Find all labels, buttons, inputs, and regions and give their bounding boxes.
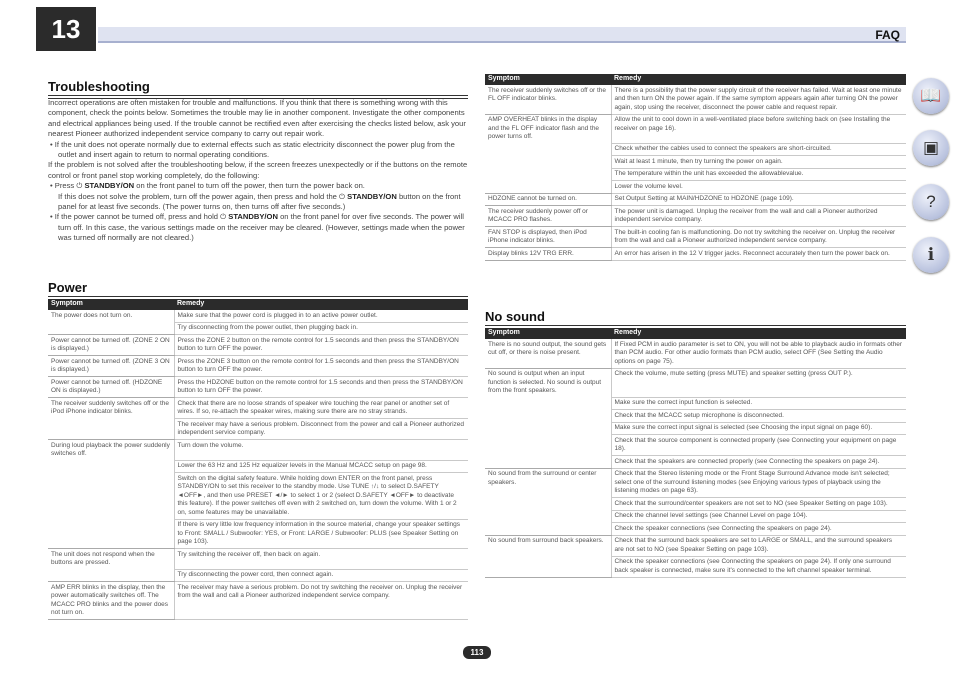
table-row [485, 85, 906, 114]
table-row [485, 156, 906, 169]
remedy-cell: Check that there are no loose strands of speaker wire touching the rear panel or another set of wires. If so, re-attach the speaker wires, making sure there are no stray strands. [174, 398, 468, 419]
table-row [485, 556, 906, 577]
no-sound-table [485, 328, 906, 578]
table-row [485, 206, 906, 227]
symptom-cell [48, 460, 174, 473]
symptom-cell [485, 498, 611, 511]
bullet-text-d: on the front panel for over five seconds. The power will turn off. In this case, the various settings made on the receiver may be cleared. (However, settings made when the power was turned off normally are not cleared.) [58, 212, 465, 243]
table-row [485, 114, 906, 143]
remedy-cell: Check that the source component is connected properly (see Connecting your equipment on page 18). [611, 435, 906, 456]
remedy-cell: Check that the speakers are connected properly (see Connecting the speakers on page 24). [611, 456, 906, 469]
page-number: 113 [463, 646, 491, 659]
remedy-cell: The temperature within the unit has exceeded the allowablevalue. [611, 168, 906, 181]
remedy-cell: Set Output Setting at MAIN/HDZONE to HDZONE (page 109). [611, 193, 906, 206]
table-row [485, 397, 906, 410]
remedy-cell: Press the ZONE 2 button on the remote control for 1.5 seconds and then press the STANDBY/ON button to turn OFF the power. [174, 335, 468, 356]
symptom-cell [48, 473, 174, 520]
remedy-header: Remedy [611, 74, 906, 85]
section-header-bar [98, 27, 906, 43]
table-row [48, 356, 468, 377]
remedy-cell: Check that the Stereo listening mode or the Front Stage Surround Advance mode isn't selected; select one of the surround listening modes (see Enjoying various types of playback using the listening modes on page 63). [611, 468, 906, 498]
device-icon[interactable]: ▣ [913, 130, 949, 166]
remedy-cell: The receiver may have a serious problem. Disconnect from the power and call a Pioneer authorized independent service company. [174, 419, 468, 440]
power-icon: ⏻ [76, 181, 83, 191]
troubleshooting-heading: Troubleshooting [48, 79, 468, 96]
section-label: FAQ [875, 28, 900, 42]
symptom-cell: FAN STOP is displayed, then iPod iPhone indicator blinks. [485, 227, 611, 248]
symptom-cell [485, 181, 611, 194]
table-row [485, 227, 906, 248]
bullet-cannot-off: • If the power cannot be turned off, press and hold ⏻ STANDBY/ON on the front panel for over five seconds. The power will turn off. In this case, the various settings made on the receiver may be cleared. (However, settings made when the power was turned off normally are not cleared.) [50, 212, 465, 243]
table-row [485, 435, 906, 456]
symptom-cell: The power does not turn on. [51, 311, 133, 319]
power-table-continued [485, 74, 906, 261]
symptom-cell [485, 435, 611, 456]
remedy-cell: Check that the surround/center speakers are not set to NO (see Speaker Setting on page 103). [611, 498, 906, 511]
table-row [48, 335, 468, 356]
table-row [485, 498, 906, 511]
symptom-cell: Power cannot be turned off. (HDZONE ON is displayed.) [48, 377, 174, 398]
symptom-cell [485, 168, 611, 181]
remedy-header: Remedy [174, 299, 468, 310]
symptom-cell [48, 419, 174, 440]
table-row [48, 519, 468, 549]
symptom-cell: No sound from surround back speakers. [488, 537, 604, 544]
table-row [485, 410, 906, 423]
remedy-cell: Check that the surround back speakers are set to LARGE or SMALL, and the surround speakers are not set to NO (see Speaker Setting on page 103). [611, 535, 906, 556]
table-row [48, 440, 468, 461]
remedy-header: Remedy [611, 328, 906, 339]
table-row [485, 510, 906, 523]
symptom-cell: No sound is output when an input function is selected. No sound is output from the front speakers. [488, 370, 602, 394]
remedy-cell: The receiver may have a serious problem. Do not try switching the receiver on. Unplug the receiver from the wall and call a Pioneer authorized independent service company. [174, 582, 468, 620]
symptom-cell: The receiver suddenly switches off or the FL OFF indicator blinks. [485, 85, 611, 114]
remedy-cell: Check that the MCACC setup microphone is disconnected. [611, 410, 906, 423]
standby-label: STANDBY/ON [347, 191, 397, 201]
remedy-cell: Wait at least 1 minute, then try turning the power on again. [611, 156, 906, 169]
table-row [48, 473, 468, 520]
troubleshooting-body [48, 98, 468, 244]
remedy-cell: Lower the volume level. [611, 181, 906, 194]
symptom-cell: The receiver suddenly power off or MCACC PRO flashes. [485, 206, 611, 227]
symptom-cell [485, 397, 611, 410]
remedy-cell: Check the volume, mute setting (press MUTE) and speaker setting (press OUT P.). [611, 368, 906, 397]
faq-icon[interactable]: ? [913, 184, 949, 220]
standby-label: STANDBY/ON [228, 212, 278, 222]
symptom-cell: No sound from the surround or center speakers. [488, 470, 597, 486]
table-row [485, 468, 906, 498]
symptom-cell [485, 156, 611, 169]
remedy-cell: Lower the 63 Hz and 125 Hz equalizer levels in the Manual MCACC setup on page 98. [174, 460, 468, 473]
table-row [485, 193, 906, 206]
remedy-cell: Press the HDZONE button on the remote control for 1.5 seconds and then press the STANDBY/ON button to turn OFF the power. [174, 377, 468, 398]
table-row [48, 569, 468, 582]
hold-text-a: If this does not solve the problem, turn off the power again, then press and hold the [58, 191, 337, 201]
symptom-cell [485, 510, 611, 523]
table-row [48, 549, 468, 570]
hold-text-b: button on the front panel for at least five seconds. (The power turns on, then turns off after five seconds.) [58, 191, 461, 212]
symptom-cell: AMP OVERHEAT blinks in the display and the FL OFF indicator flash and the power turns off. [488, 116, 600, 140]
remedy-cell: There is a possibility that the power supply circuit of the receiver has failed. Wait at least one minute and then turn ON the power again. If the same symptom appears again after turning ON the power again, stop using the receiver, disconnect the power cable and request repair. [611, 85, 906, 114]
remedy-cell: Check the speaker connections (see Connecting the speakers on page 24). If only one surround back speaker is connected, make sure it's connected to the left channel speaker terminal. [611, 556, 906, 577]
remedy-cell: Check whether the cables used to connect the speakers are short-circuited. [611, 143, 906, 156]
bullet-text-a: Press [54, 181, 75, 191]
table-row [48, 398, 468, 419]
intro-paragraph: Incorrect operations are often mistaken for trouble and malfunctions. If you think that there is something wrong with this component, check the points below. Sometimes the trouble may lie in another component. Investigate the other components and electrical appliances being used. If the trouble cannot be rectified even after exercising the checks listed below, ask your nearest Pioneer authorized independent service company to carry out repair work. [48, 98, 466, 139]
remedy-cell: If Fixed PCM in audio parameter is set to ON, you will not be able to playback audio in formats other than PCM audio. For other audio formats than PCM audio, select OFF (See Setting the Audio options on page 75). [611, 339, 906, 368]
symptom-header: Symptom [48, 299, 174, 310]
remedy-cell: The power unit is damaged. Unplug the receiver from the wall and call a Pioneer authorized independent service company. [611, 206, 906, 227]
chapter-number: 13 [36, 7, 96, 51]
remedy-cell: Turn down the volume. [174, 440, 468, 461]
table-row [485, 168, 906, 181]
power-icon: ⏻ [220, 212, 227, 222]
symptom-header: Symptom [485, 328, 611, 339]
symptom-cell: There is no sound output, the sound gets cut off, or there is noise present. [485, 339, 611, 368]
table-row [48, 419, 468, 440]
symptom-cell [48, 519, 174, 549]
no-sound-heading: No sound [485, 309, 906, 326]
symptom-cell [485, 523, 611, 536]
table-row [48, 582, 468, 620]
paragraph-freeze: If the problem is not solved after the troubleshooting below, if the screen freezes unexpectedly or if the buttons on the remote control or front panel stop working completely, do the following: [48, 160, 468, 180]
remedy-cell: Check the speaker connections (see Connecting the speakers on page 24). [611, 523, 906, 536]
remedy-cell: Try switching the receiver off, then back on again. [174, 549, 468, 570]
symptom-cell: HDZONE cannot be turned on. [485, 193, 611, 206]
remedy-cell: Switch on the digital safety feature. While holding down ENTER on the front panel, press STANDBY/ON to set this receiver to the standby mode. Use TUNE ↑/↓ to select D.SAFETY ◄OFF►, and then use PRESET ◄/► to select 1 or 2 (select D.SAFETY ◄OFF► to deactivate this feature). If the power switches off even with 2 switched on, turn down the volume. With 1 or 2 on, some features may be unavailable. [174, 473, 468, 520]
symptom-cell [485, 556, 611, 577]
remedy-cell: Try disconnecting the power cord, then connect again. [174, 569, 468, 582]
table-row [48, 322, 468, 335]
symptom-cell [485, 143, 611, 156]
bullet-text-b: on the front panel to turn off the power, then turn the power back on. [136, 181, 365, 191]
symptom-cell [485, 456, 611, 469]
table-row [48, 310, 468, 322]
symptom-cell: Power cannot be turned off. (ZONE 3 ON is displayed.) [48, 356, 174, 377]
table-row [485, 368, 906, 397]
bullet-static-text: If the unit does not operate normally due to external effects such as static electricity disconnect the power plug from the outlet and insert again to return to normal operating conditions. [54, 139, 455, 160]
remedy-cell: Press the ZONE 3 button on the remote control for 1.5 seconds and then press the STANDBY/ON button to turn OFF the power. [174, 356, 468, 377]
remedy-cell: An error has arisen in the 12 V trigger jacks. Reconnect accurately then turn the power back on. [611, 248, 906, 261]
power-table [48, 299, 468, 620]
table-row [48, 377, 468, 398]
remedy-cell: If there is very little low frequency information in the source material, change your speaker settings to Front: SMALL / Subwoofer: YES, or Front: LARGE / Subwoofer: PLUS (see Speaker Setting on page 103). [174, 519, 468, 549]
remedy-cell: Make sure the correct input signal is selected (see Choosing the input signal on page 60). [611, 422, 906, 435]
bullet-static: • If the unit does not operate normally due to external effects such as static electricity disconnect the power plug from the outlet and insert again to return to normal operating conditions. [50, 139, 455, 160]
symptom-cell: The receiver suddenly switches off or the iPod iPhone indicator blinks. [51, 399, 170, 415]
paragraph-hold [48, 192, 468, 213]
symptom-cell [485, 410, 611, 423]
remedy-cell: The built-in cooling fan is malfunctioning. Do not try switching the receiver on. Unplug the receiver from the wall and call a Pioneer authorized independent service company. [611, 227, 906, 248]
table-row [485, 181, 906, 194]
table-row [485, 535, 906, 556]
table-row [485, 422, 906, 435]
symptom-cell [48, 569, 174, 582]
symptom-cell: Power cannot be turned off. (ZONE 2 ON is displayed.) [48, 335, 174, 356]
symptom-cell [485, 422, 611, 435]
table-row [485, 523, 906, 536]
table-row [485, 248, 906, 261]
bullet-text-c: If the power cannot be turned off, press and hold [54, 212, 219, 222]
symptom-cell [48, 322, 174, 335]
remedy-cell: Check the channel level settings (see Channel Level on page 104). [611, 510, 906, 523]
symptom-cell: AMP ERR blinks in the display, then the power automatically switches off. The MCACC PRO blinks and the power does not turn on. [48, 582, 174, 620]
remedy-cell: Try disconnecting from the power outlet, then plugging back in. [174, 322, 468, 335]
remedy-cell: Make sure the correct input function is selected. [611, 397, 906, 410]
table-row [48, 460, 468, 473]
power-heading: Power [48, 280, 468, 297]
standby-label: STANDBY/ON [84, 181, 135, 191]
remedy-cell: Allow the unit to cool down in a well-ventilated place before switching back on (see Installing the receiver on page 16). [611, 114, 906, 143]
table-row [485, 339, 906, 368]
remedy-cell: Make sure that the power cord is plugged in to an active power outlet. [174, 310, 468, 322]
table-row [485, 143, 906, 156]
symptom-cell: During loud playback the power suddenly switches off. [51, 441, 170, 457]
bullet-press-standby: • Press ⏻ STANDBY/ON on the front panel to turn off the power, then turn the power back on. [50, 181, 365, 191]
power-icon: ⏻ [339, 191, 346, 201]
book-icon[interactable]: 📖 [913, 78, 949, 114]
info-icon[interactable]: ℹ [913, 237, 949, 273]
table-row [485, 456, 906, 469]
symptom-cell: Display blinks 12V TRG ERR. [485, 248, 611, 261]
symptom-cell: The unit does not respond when the buttons are pressed. [51, 550, 155, 566]
symptom-header: Symptom [485, 74, 611, 85]
